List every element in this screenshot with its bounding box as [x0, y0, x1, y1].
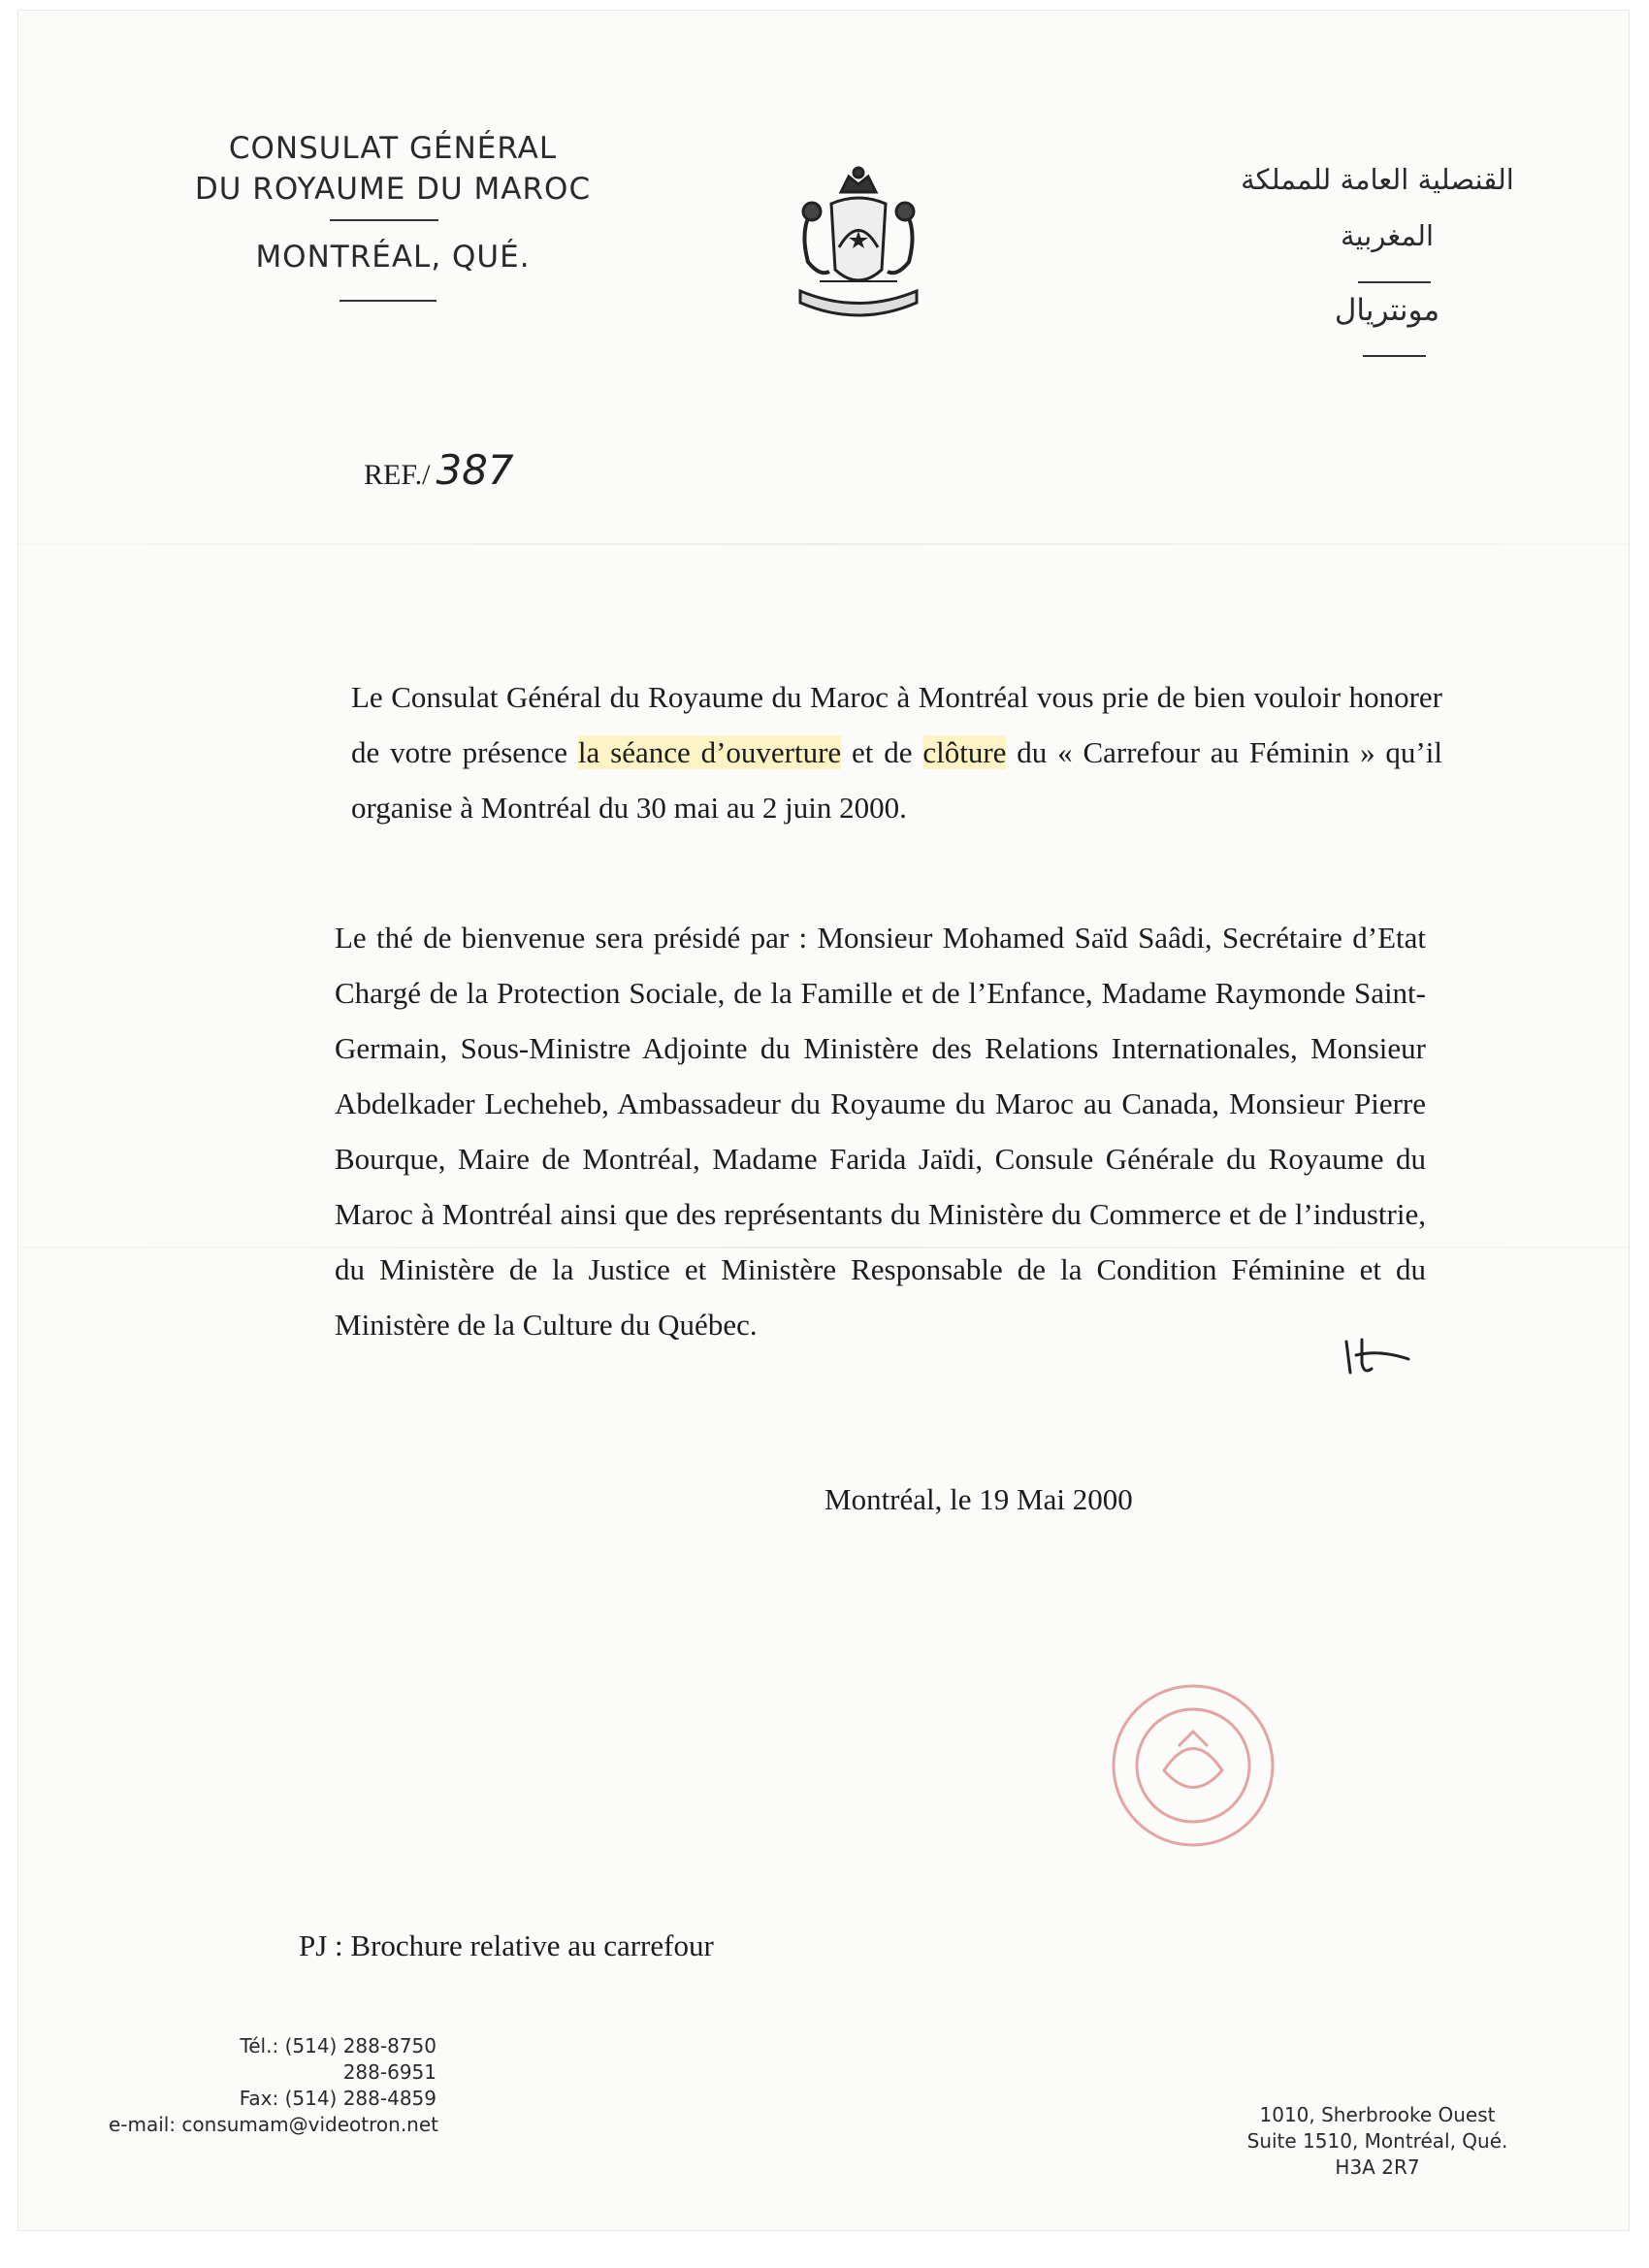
- address-line3: H3A 2R7: [1335, 2155, 1420, 2179]
- letterhead-arabic-line2: المغربية: [1340, 219, 1435, 252]
- address-line1: 1010, Sherbrooke Ouest: [1259, 2103, 1496, 2126]
- email-label: e-mail:: [108, 2113, 177, 2136]
- highlight-closing: clôture: [922, 735, 1007, 769]
- reference-label: REF./: [364, 459, 431, 491]
- tel-label: Tél.:: [240, 2034, 279, 2057]
- letter-date: Montréal, le 19 Mai 2000: [824, 1482, 1133, 1516]
- invitation-paragraph: [351, 669, 1442, 835]
- moroccan-coat-of-arms-emblem: [771, 155, 946, 330]
- fax-number: (514) 288-4859: [284, 2087, 436, 2110]
- tel-number-1: (514) 288-8750: [284, 2034, 436, 2057]
- letterhead-arabic-line1: القنصلية العامة للمملكة: [1241, 163, 1514, 196]
- letterhead-rule: [1358, 281, 1431, 283]
- consulate-ink-stamp: [1106, 1678, 1280, 1853]
- fax-label: Fax:: [239, 2087, 279, 2110]
- attachment-note: PJ : Brochure relative au carrefour: [299, 1928, 714, 1962]
- letterhead-city: MONTRÉAL, QUÉ.: [255, 240, 531, 275]
- consulate-address: [1222, 2102, 1533, 2181]
- paragraph1-text: et de: [841, 735, 923, 769]
- contact-info: [68, 2033, 436, 2138]
- paragraph1-text: Le Consulat Général du Royaume du Maroc à Montréal vous prie de bien vouloir honorer de votre présence: [351, 680, 1442, 769]
- letterhead-french: [170, 128, 616, 210]
- tea-paragraph: Le thé de bienvenue sera présidé par : Monsieur Mohamed Saïd Saâdi, Secrétaire d’Etat Chargé de la Protection Sociale, de la Famille et de l’Enfance, Madame Raymonde Saint-Germain, Sous-Ministre Adjointe du Ministère des Relations Internationales, Monsieur Abdelkader Lecheheb, Ambassadeur du Royaume du Maroc au Canada, Monsieur Pierre Bourque, Maire de Montréal, Madame Farida Jaïdi, Consule Générale du Royaume du Maroc à Montréal ainsi que des représentants du Ministère du Commerce et de l’industrie, du Ministère de la Justice et Ministère Responsable de la Condition Féminine et du Ministère de la Culture du Québec.: [335, 921, 1426, 1342]
- tel-number-2: 288-6951: [342, 2060, 436, 2084]
- email-address: consumam@videotron.net: [181, 2113, 438, 2136]
- letterhead-rule: [330, 219, 438, 221]
- address-line2: Suite 1510, Montréal, Qué.: [1246, 2129, 1508, 2153]
- handwritten-initials-mark: [1341, 1334, 1418, 1382]
- letterhead-arabic-city: مونتريال: [1334, 293, 1440, 328]
- letterhead-line2: DU ROYAUME DU MAROC: [194, 172, 592, 207]
- letterhead-rule: [340, 300, 436, 302]
- letterhead-rule: [1363, 355, 1426, 357]
- reference-number: [364, 446, 514, 494]
- highlight-opening-session: la séance d’ouverture: [577, 735, 842, 769]
- paragraph1-text: du « Carrefour au Féminin » qu’il organise à Montréal du 30 mai au 2 juin 2000.: [351, 735, 1442, 825]
- letterhead-line1: CONSULAT GÉNÉRAL: [228, 131, 558, 166]
- paper-fold-line: [17, 543, 1630, 545]
- reference-handwritten-number: 387: [436, 446, 514, 494]
